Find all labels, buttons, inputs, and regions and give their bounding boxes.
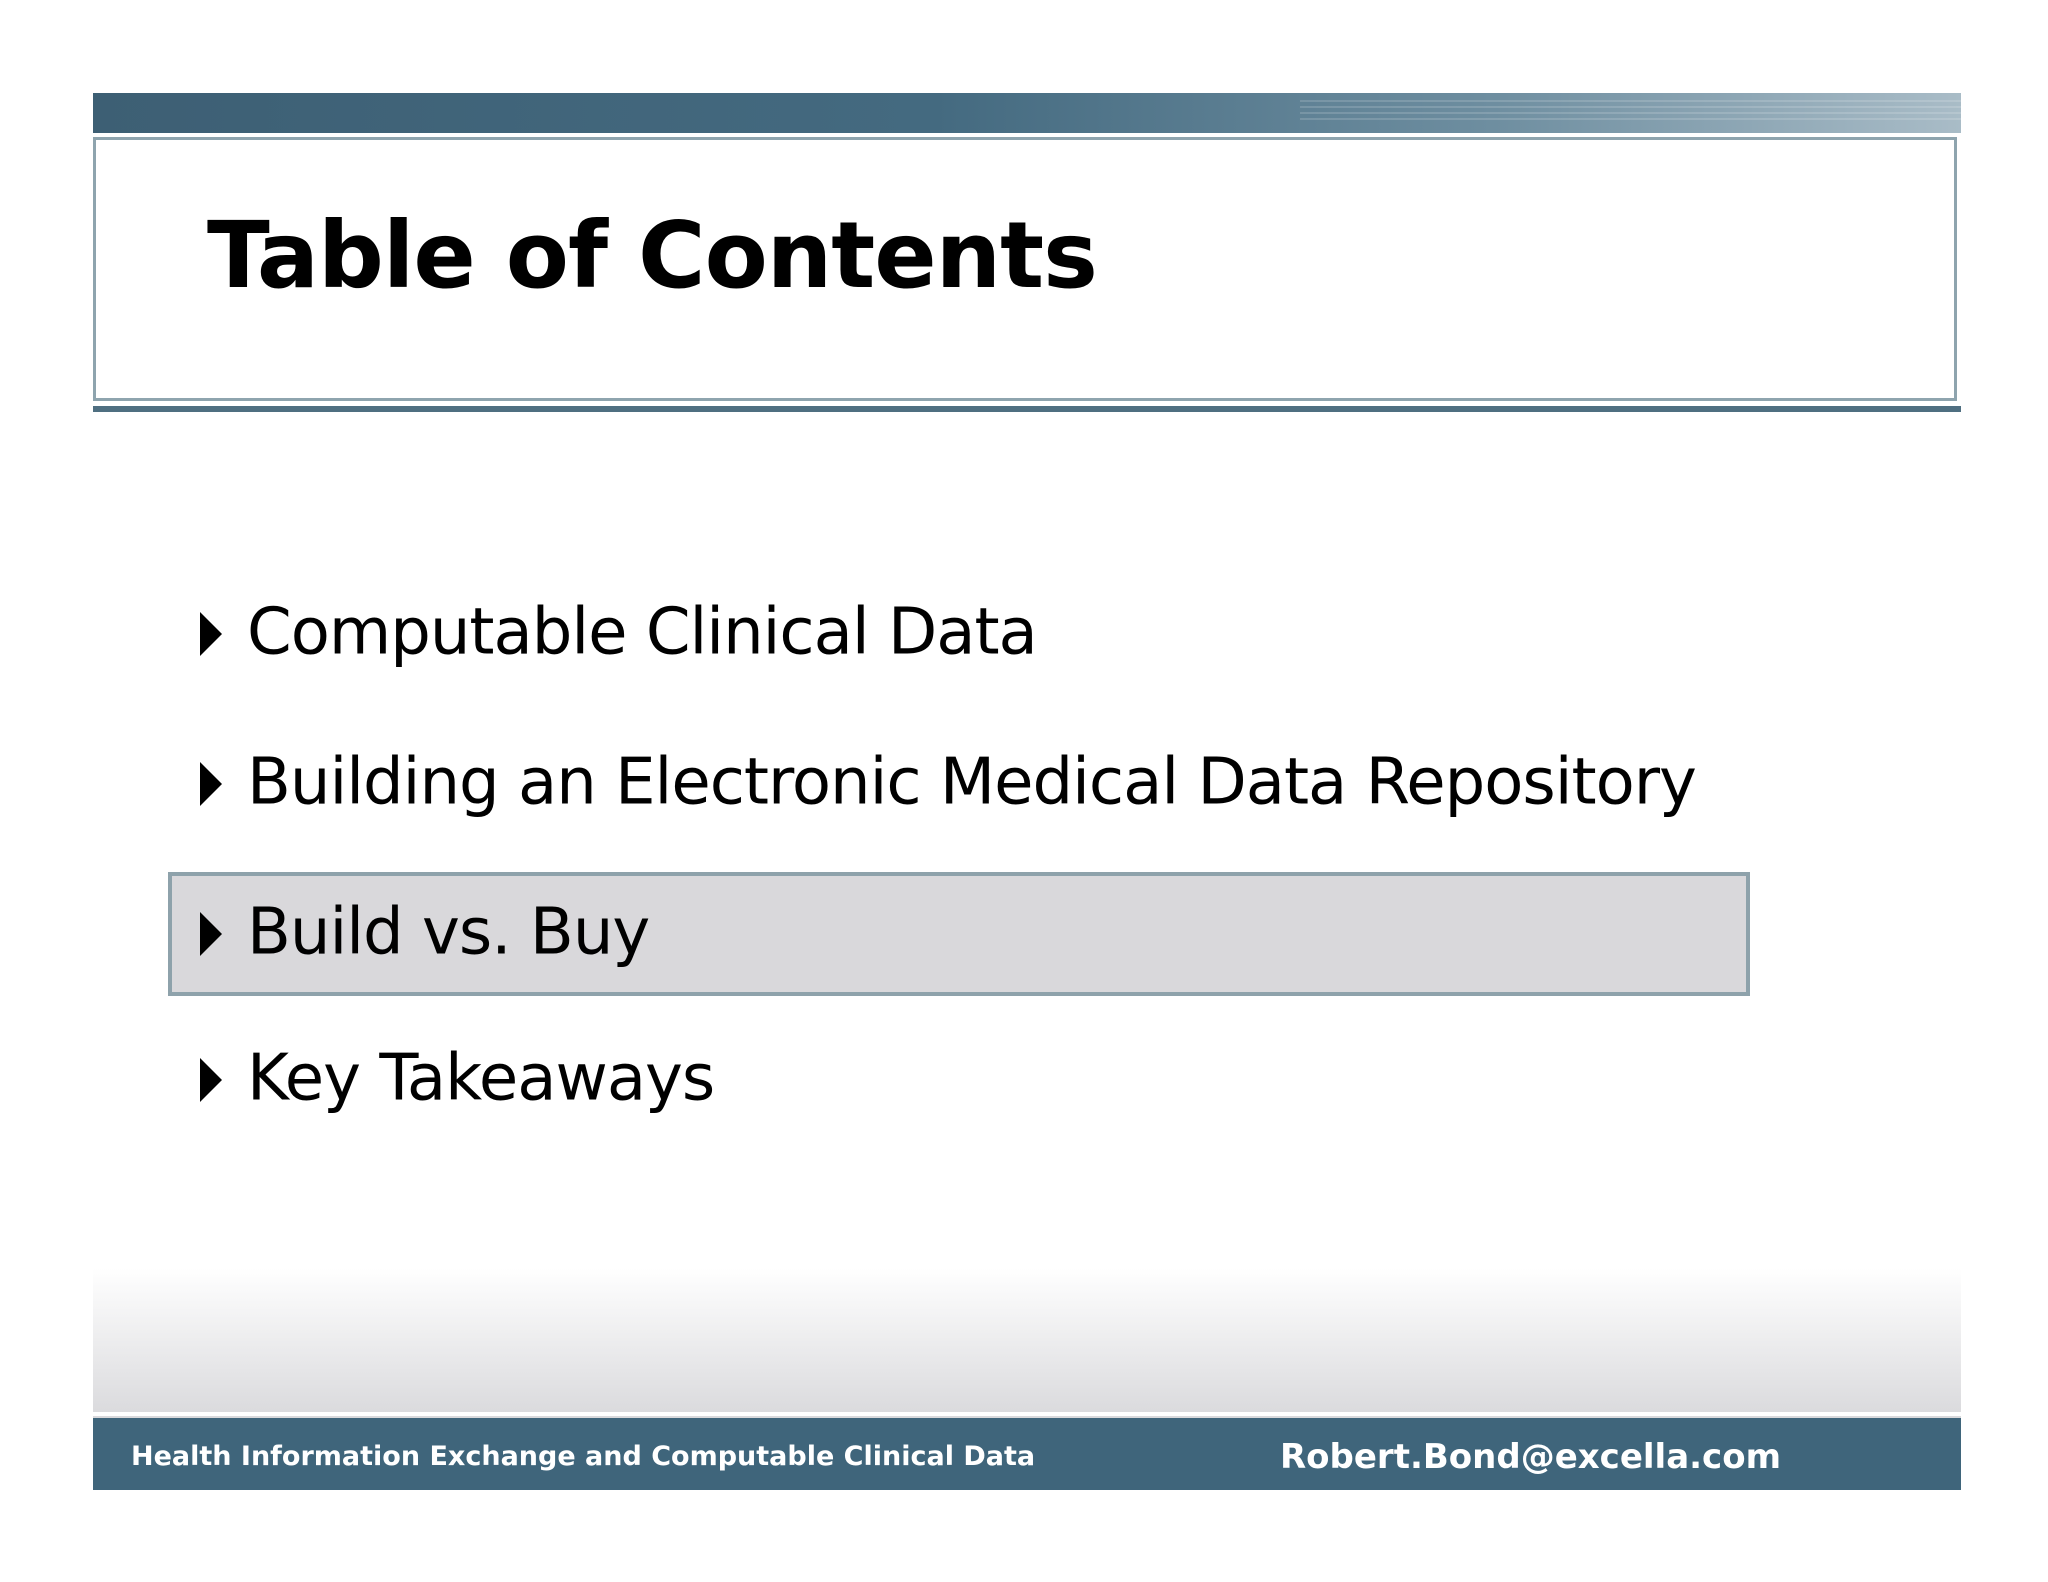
toc-item-key-takeaways[interactable] xyxy=(168,1018,1750,1142)
footer-email[interactable]: Robert.Bond@excella.com xyxy=(1280,1437,1782,1477)
toc-item-label: Building an Electronic Medical Data Repository xyxy=(247,745,1696,820)
toc-item-label: Build vs. Buy xyxy=(247,895,650,970)
footer-presentation-title: Health Information Exchange and Computable Clinical Data xyxy=(131,1441,1036,1472)
triangle-right-icon xyxy=(200,762,222,806)
toc-item-label: Key Takeaways xyxy=(247,1041,715,1116)
footer-divider xyxy=(93,1412,1961,1416)
toc-item-build-vs-buy[interactable] xyxy=(168,872,1750,996)
triangle-right-icon xyxy=(200,612,222,656)
triangle-right-icon xyxy=(200,1058,222,1102)
toc-item-label: Computable Clinical Data xyxy=(247,595,1037,670)
toc-item-building-repository[interactable] xyxy=(168,722,1750,846)
page-title: Table of Contents xyxy=(207,202,1097,309)
footer-gradient xyxy=(93,1268,1961,1418)
title-underline xyxy=(93,406,1961,412)
header-band-texture xyxy=(1300,100,1961,124)
toc-item-computable-clinical-data[interactable] xyxy=(168,572,1750,696)
triangle-right-icon xyxy=(200,912,222,956)
